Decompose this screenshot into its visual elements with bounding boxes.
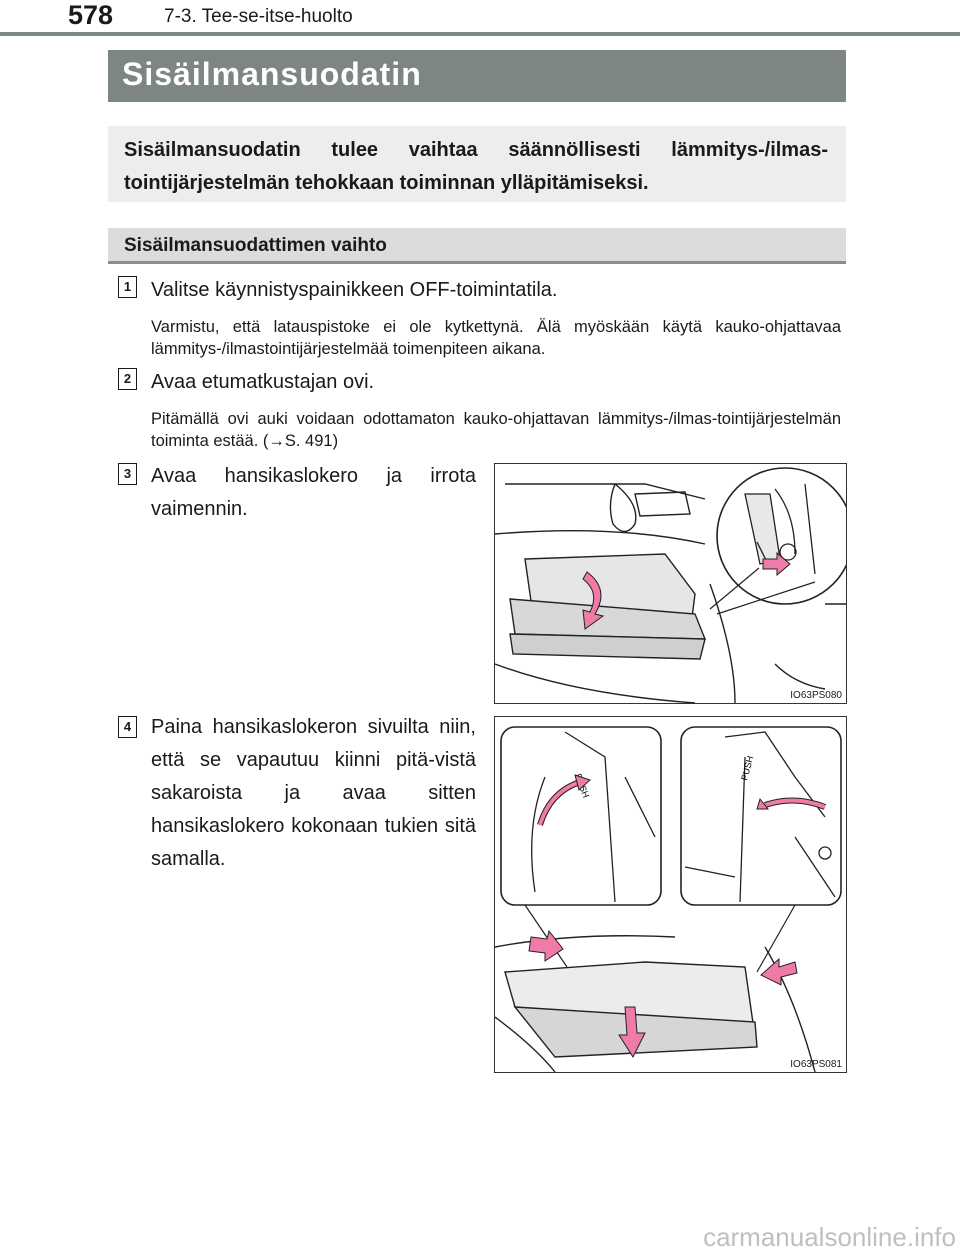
section-heading: 7-3. Tee-se-itse-huolto [164, 6, 353, 27]
title-bar [108, 50, 846, 102]
intro-text: Sisäilmansuodatin tulee vaihtaa säännöllisesti lämmitys-/ilmas-tointijärjestelmän tehokkaan toiminnan ylläpitämiseksi. [124, 139, 828, 194]
watermark: carmanualsonline.info [703, 1222, 956, 1252]
step-1-title: Valitse käynnistyspainikkeen OFF-toimintatila. [151, 279, 558, 301]
header-divider [0, 32, 960, 36]
step-number-1: 1 [118, 276, 137, 298]
page-title: Sisäilmansuodatin [122, 56, 422, 92]
figure-code: IO63PS080 [790, 690, 842, 701]
step-2-title: Avaa etumatkustajan ovi. [151, 371, 375, 393]
step-number-2: 2 [118, 368, 137, 390]
glovebox-release-illustration [495, 717, 846, 1072]
figure-code: IO63PS081 [790, 1059, 842, 1070]
step-4-title: Paina hansikaslokeron sivuilta niin, että se vapautuu kiinni pitä-vistä sakaroista ja avaa sitten hansikaslokero kokonaan tukien sitä samalla. [151, 716, 476, 870]
step-number-4: 4 [118, 716, 137, 738]
step-number-3: 3 [118, 463, 137, 485]
page-number: 578 [68, 0, 114, 30]
intro-box [108, 126, 846, 202]
glovebox-damper-illustration [495, 464, 846, 703]
figure-glovebox-damper [494, 463, 847, 704]
subsection-title: Sisäilmansuodattimen vaihto [124, 235, 387, 256]
figure-glovebox-release [494, 716, 847, 1073]
step-3-title: Avaa hansikaslokero ja irrota vaimennin. [151, 465, 476, 520]
subsection-bar [108, 228, 846, 264]
step-1-note: Varmistu, että latauspistoke ei ole kytkettynä. Älä myöskään käytä kauko-ohjattavaa lämmitys-/ilmastointijärjestelmää toimenpiteen aikana. [151, 318, 841, 358]
push-label-right: PUSH [739, 754, 756, 782]
step-2-note: Pitämällä ovi auki voidaan odottamaton kauko-ohjattavan lämmitys-/ilmas-tointijärjestelmän toiminta estää. (→S. 491) [151, 410, 841, 450]
